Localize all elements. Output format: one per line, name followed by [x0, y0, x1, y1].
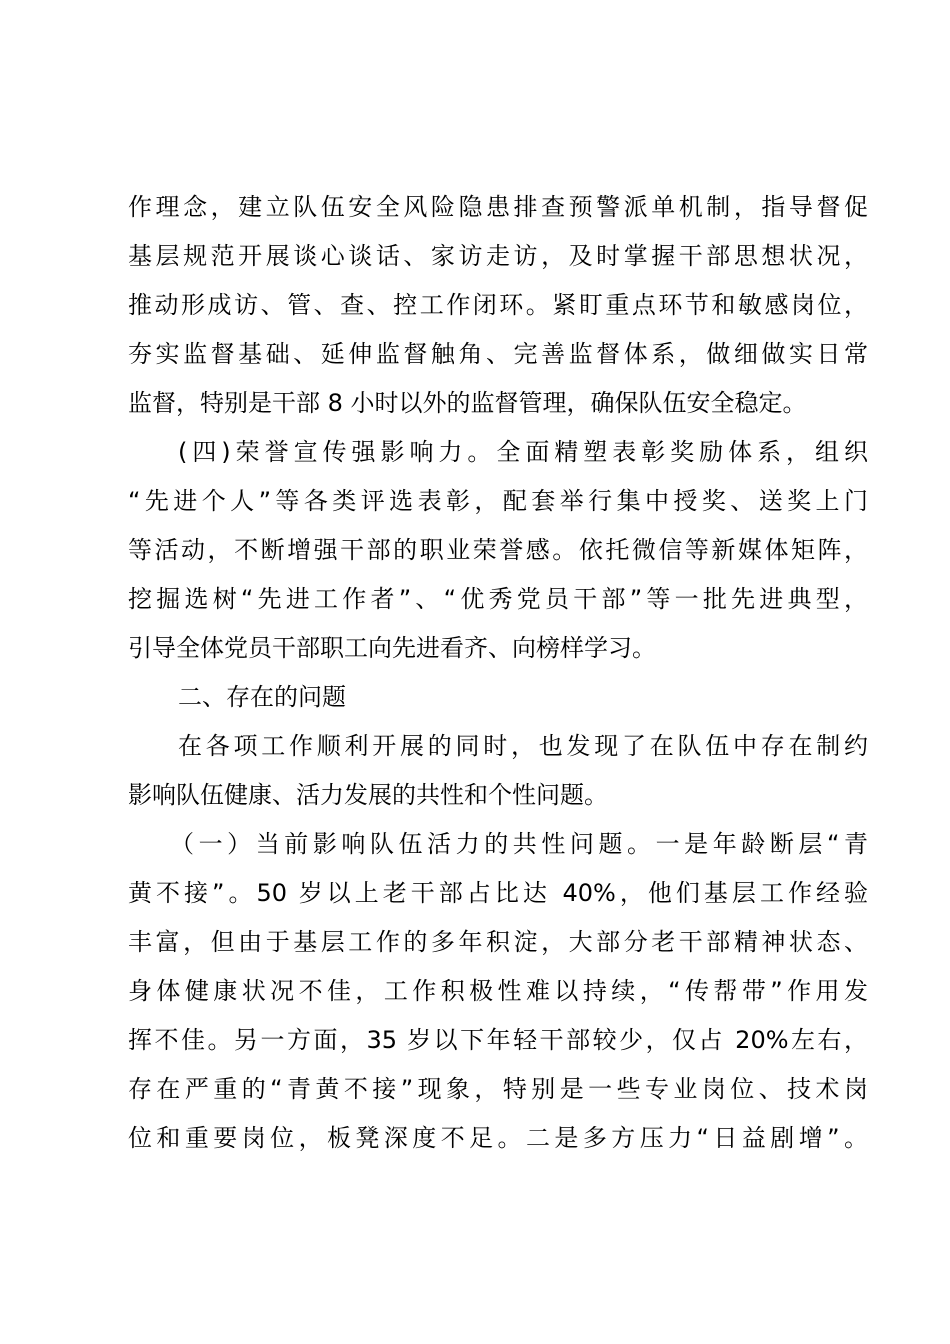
paragraph-line: 黄不接”。50 岁以上老干部占比达 40%，他们基层工作经验: [128, 879, 868, 907]
section-heading: 二、存在的问题: [178, 683, 346, 711]
paragraph-line: “先进个人”等各类评选表彰，配套举行集中授奖、送奖上门: [128, 487, 868, 515]
paragraph-line: 挖掘选树“先进工作者”、“优秀党员干部”等一批先进典型，: [128, 585, 868, 613]
paragraph-line: 存在严重的“青黄不接”现象，特别是一些专业岗位、技术岗: [128, 1075, 868, 1103]
paragraph-line: 等活动，不断增强干部的职业荣誉感。依托微信等新媒体矩阵，: [128, 536, 868, 564]
paragraph-line: 在各项工作顺利开展的同时，也发现了在队伍中存在制约: [178, 732, 868, 760]
paragraph-line: 丰富，但由于基层工作的多年积淀，大部分老干部精神状态、: [128, 928, 868, 956]
subsection-heading-line: （一）当前影响队伍活力的共性问题。一是年龄断层“青: [170, 830, 868, 858]
paragraph-line: 影响队伍健康、活力发展的共性和个性问题。: [128, 781, 608, 809]
paragraph-line: 推动形成访、管、查、控工作闭环。紧盯重点环节和敏感岗位，: [128, 291, 868, 319]
paragraph-line: 夯实监督基础、延伸监督触角、完善监督体系，做细做实日常: [128, 340, 868, 368]
paragraph-line: 作理念，建立队伍安全风险隐患排查预警派单机制，指导督促: [128, 193, 868, 221]
paragraph-line: 基层规范开展谈心谈话、家访走访，及时掌握干部思想状况，: [128, 242, 868, 270]
paragraph-line: 引导全体党员干部职工向先进看齐、向榜样学习。: [128, 634, 656, 662]
paragraph-line: 挥不佳。另一方面，35 岁以下年轻干部较少，仅占 20%左右，: [128, 1026, 868, 1054]
paragraph-line: 身体健康状况不佳，工作积极性难以持续，“传帮带”作用发: [128, 977, 868, 1005]
section-heading-line: (四)荣誉宣传强影响力。全面精塑表彰奖励体系，组织: [178, 438, 868, 466]
paragraph-line: 位和重要岗位，板凳深度不足。二是多方压力“日益剧增”。: [128, 1124, 868, 1152]
paragraph-line: 监督，特别是干部 8 小时以外的监督管理，确保队伍安全稳定。: [128, 389, 807, 417]
